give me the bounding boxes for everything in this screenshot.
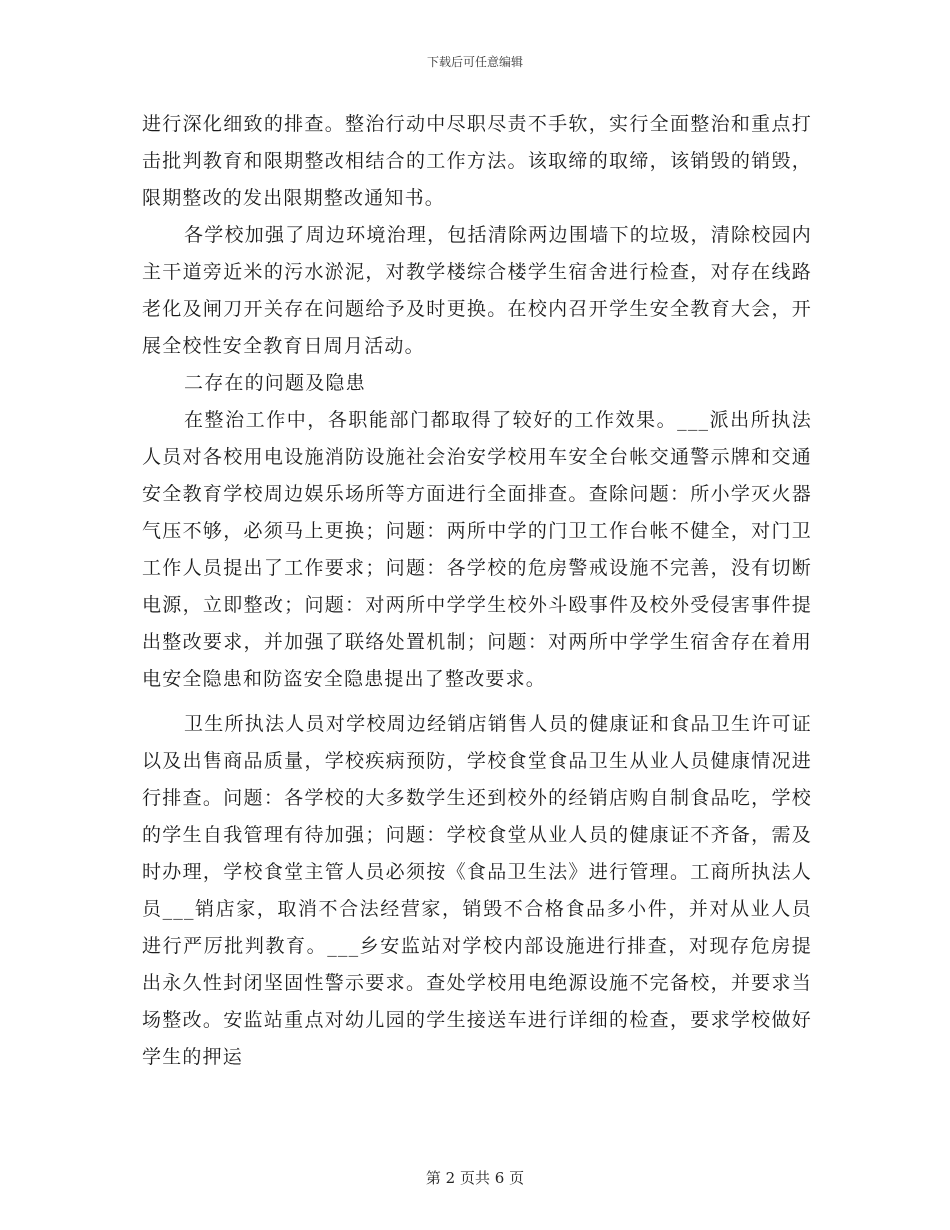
document-body	[142, 106, 812, 1076]
paragraph-environment: 各学校加强了周边环境治理，包括清除两边围墙下的垃圾，清除校园内主干道旁近米的污水淤泥，对教学楼综合楼学生宿舍进行检查，对存在线路老化及闸刀开关存在问题给予及时更换。在校内召开学生安全教育大会，开展全校性安全教育日周月活动。	[142, 224, 812, 357]
page-header-note: 下载后可任意编辑	[426, 55, 523, 69]
section-heading: 二存在的问题及隐患	[184, 372, 366, 394]
paragraph-health-inspection: 卫生所执法人员对学校周边经销店销售人员的健康证和食品卫生许可证以及出售商品质量，学校疾病预防，学校食堂食品卫生从业人员健康情况进行排查。问题：各学校的大多数学生还到校外的经销店购自制食品吃，学校的学生自我管理有待加强；问题：学校食堂从业人员的健康证不齐备，需及时办理，学校食堂主管人员必须按《食品卫生法》进行管理。工商所执法人员___销店家，取消不合法经营家，销毁不合格食品多小件，并对从业人员进行严厉批判教育。___乡安监站对学校内部设施进行排查，对现存危房提出永久性封闭坚固性警示要求。查处学校用电绝源设施不完备校，并要求当场整改。安监站重点对幼儿园的学生接送车进行详细的检查，要求学校做好学生的押运	[142, 713, 812, 1068]
paragraph-continuation: 进行深化细致的排查。整治行动中尽职尽责不手软，实行全面整治和重点打击批判教育和限期整改相结合的工作方法。该取缔的取缔，该销毁的销毁，限期整改的发出限期整改通知书。	[142, 113, 812, 209]
page-number-footer: 第 2 页共 6 页	[425, 1169, 525, 1187]
paragraph-police-inspection: 在整治工作中，各职能部门都取得了较好的工作效果。___派出所执法人员对各校用电设施消防设施社会治安学校用车安全台帐交通警示牌和交通安全教育学校周边娱乐场所等方面进行全面排查。查除问题：所小学灭火器气压不够，必须马上更换；问题：两所中学的门卫工作台帐不健全，对门卫工作人员提出了工作要求；问题：各学校的危房警戒设施不完善，没有切断电源，立即整改；问题：对两所中学学生校外斗殴事件及校外受侵害事件提出整改要求，并加强了联络处置机制；问题：对两所中学学生宿舍存在着用电安全隐患和防盗安全隐患提出了整改要求。	[142, 409, 812, 690]
